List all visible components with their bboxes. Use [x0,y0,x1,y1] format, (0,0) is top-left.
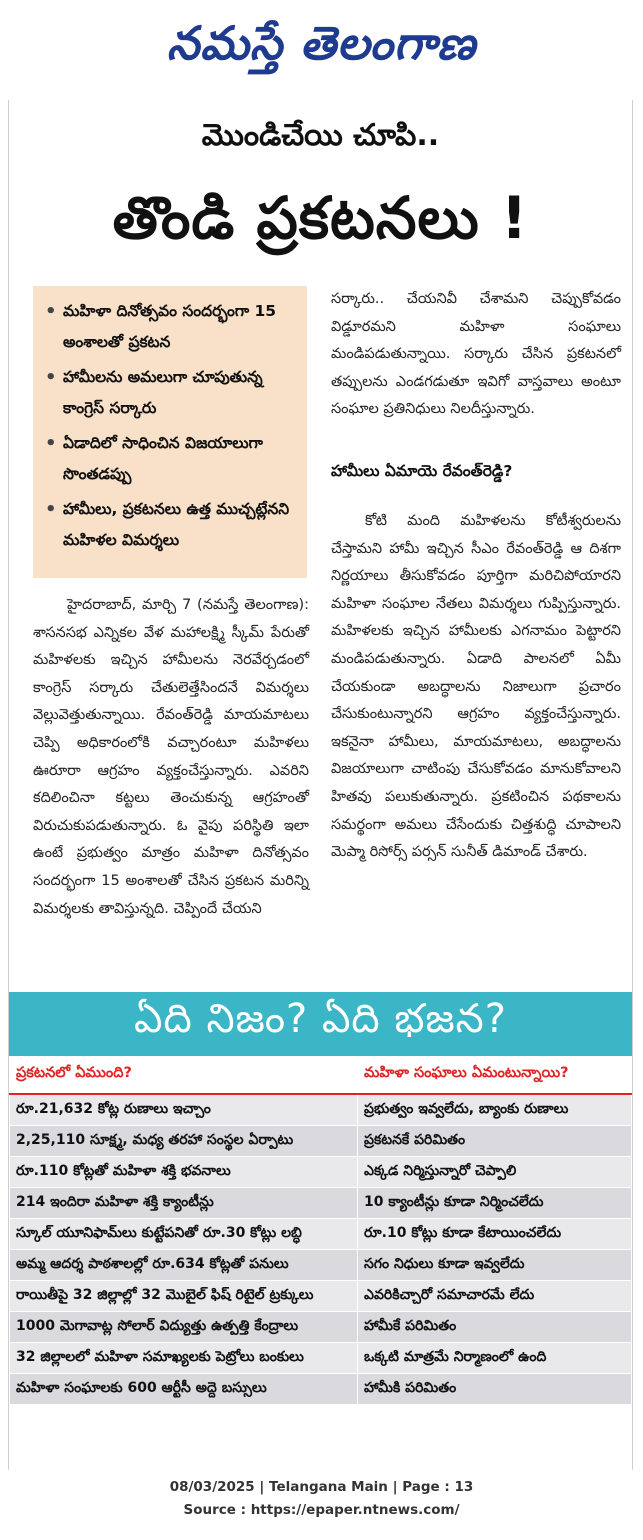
announcement-cell: రూ.110 కోట్లతో మహిళా శక్తి భవనాలు [10,1157,358,1188]
news-clipping [8,100,633,1470]
right-column-bottom [331,508,621,867]
response-cell: హామీకి పరిమితం [358,1374,632,1405]
footer-edition-info: 08/03/2025 | Telangana Main | Page : 13 [169,1479,474,1495]
masthead [0,0,643,98]
response-cell: ఎక్కడ నిర్మిస్తున్నారో చెప్పాలి [358,1157,632,1188]
table-row [10,1188,632,1219]
announcement-cell: 214 ఇందిరా మహిళా శక్తి క్యాంటీన్లు [10,1188,358,1219]
masthead-title: నమస్తే తెలంగాణ [166,16,477,70]
comparison-table [9,1056,632,1405]
bullet-icon: • [45,301,57,322]
right-column-top [331,286,621,424]
comparison-header-row [10,1057,632,1095]
comparison-body [10,1094,632,1405]
announcement-cell: మహిళా సంఘాలకు 600 ఆర్టీసీ అద్దె బస్సులు [10,1374,358,1405]
response-cell: 10 క్యాంటీన్లు కూడా నిర్మించలేదు [358,1188,632,1219]
announcement-cell: 2,25,110 సూక్ష్మ, మధ్య తరహా సంస్థల ఏర్పాటు [10,1126,358,1157]
table-row [10,1219,632,1250]
bullet-icon: • [45,433,57,454]
table-row [10,1250,632,1281]
bullet-icon: • [45,499,57,520]
table-row [10,1281,632,1312]
announcement-cell: 32 జిల్లాలలో మహిళా సమాఖ్యలకు పెట్రోలు బంకులు [10,1343,358,1374]
highlight-item [41,428,299,490]
response-cell: ఎవరికిచ్చారో సమాచారమే లేదు [358,1281,632,1312]
table-row [10,1374,632,1405]
response-cell: హామీకే పరిమితం [358,1312,632,1343]
highlights-list [33,286,307,556]
highlight-text: మహిళా దినోత్సవం సందర్భంగా 15 అంశాలతో ప్రకటన [63,302,277,351]
article-kicker: మొండిచేయి చూపి.. [201,118,440,153]
table-row [10,1126,632,1157]
right-body-text-b: కోటి మంది మహిళలను కోటీశ్వరులను చేస్తామని హామీ ఇచ్చిన సీఎం రేవంత్‌రెడ్డి ఆ దిశగా నిర్ణయాలు తీసుకోవడం పూర్తిగా మరిచిపోయారని మహిళా సంఘాల నేతలు విమర్శలు గుప్పిస్తున్నారు. మహిళలకు ఇచ్చిన హామీలకు ఎగనామం పెట్టారని మండిపడుతున్నారు. ఏడాది పాలనలో ఏమీ చేయకుండా అబద్ధాలను నిజాలుగా ప్రచారం చేసుకుంటున్నారని ఆగ్రహం వ్యక్తంచేస్తున్నారు. ఇకనైనా హామీలు, మాయమాటలు, అబద్ధాలను విజయాలుగా చాటింపు చేసుకోవడం మానుకోవాలని హితవు పలుకుతున్నారు. ప్రకటించిన పథకాలను సమర్థంగా అమలు చేసేందుకు చిత్తశుద్ధి చూపాలని మెప్మా రిసోర్స్ పర్సన్ సునీత్ డిమాండ్ చేశారు. [331,513,621,861]
response-cell: రూ.10 కోట్లు కూడా కేటాయించలేదు [358,1219,632,1250]
highlight-text: ఏడాదిలో సాధించిన విజయాలుగా సొంతడప్పు [63,434,263,483]
table-row [10,1343,632,1374]
page-footer [0,1476,643,1522]
response-cell: ప్రభుత్వం ఇవ్వలేదు, బ్యాంకు రుణాలు [358,1094,632,1126]
table-row [10,1094,632,1126]
highlight-text: హామీలు, ప్రకటనలు ఉత్త ముచ్చట్లేనని మహిళల విమర్శలు [63,500,290,549]
left-body-text: హైదరాబాద్, మార్చి 7 (నమస్తే తెలంగాణ): శాసనసభ ఎన్నికల వేళ మహాలక్ష్మి స్కీమ్ పేరుతో మహిళలకు ఇచ్చిన హామీలను నెరవేర్చడంలో కాంగ్రెస్ సర్కారు చేతులెత్తేసిందనే విమర్శలు వెల్లువెత్తుతున్నాయి. రేవంత్‌రెడ్డి మాయమాటలు చెప్పి అధికారంలోకి వచ్చారంటూ మహిళలు ఊరూరా ఆగ్రహం వ్యక్తంచేస్తున్నారు. ఎవరిని కదిలించినా కట్టలు తెంచుకున్న ఆగ్రహంతో విరుచుకుపడుతున్నారు. ఓ వైపు పరిస్థితి ఇలా ఉంటే ప్రభుత్వం మాత్రం మహిళా దినోత్సవం సందర్భంగా 15 అంశాలతో చేసిన ప్రకటన మరిన్ని విమర్శలకు తావిస్తున్నది. చెప్పిందే చేయని [33,597,309,917]
article-headline: తొండి ప్రకటనలు ! [112,184,529,252]
article-subhead: హామీలు ఏమాయె రేవంత్‌రెడ్డి? [331,462,513,480]
footer-source: Source : https://epaper.ntnews.com/ [183,1502,460,1518]
announcement-cell: రూ.21,632 కోట్ల రుణాలు ఇచ్చాం [10,1094,358,1126]
response-cell: సగం నిధులు కూడా ఇవ్వలేదు [358,1250,632,1281]
announcement-cell: 1000 మెగావాట్ల సోలార్ విద్యుత్తు ఉత్పత్తి కేంద్రాలు [10,1312,358,1343]
left-column [33,592,309,923]
highlights-box [33,286,307,578]
highlight-text: హామీలను అమలుగా చూపుతున్న కాంగ్రెస్ సర్కారు [63,368,263,417]
announcement-cell: స్కూల్ యూనిఫామ్‌లు కుట్టేపనితో రూ.30 కోట్లు లబ్ధి [10,1219,358,1250]
right-body-text-a: సర్కారు.. చేయనివీ చేశామని చెప్పుకోవడం విడ్డూరమని మహిళా సంఘాలు మండిపడుతున్నాయి. సర్కారు చేసిన ప్రకటనలో తప్పులను ఎండగడుతూ ఇవిగో వాస్తవాలు అంటూ సంఘాల ప్రతినిధులు నిలదీస్తున్నారు. [331,291,621,418]
highlight-item [41,362,299,424]
table-row [10,1312,632,1343]
comparison-banner-title: ఏది నిజం? ఏది భజన? [134,996,507,1042]
highlight-item [41,494,299,556]
header-announcement: ప్రకటనలో ఏముంది? [10,1057,358,1095]
table-row [10,1157,632,1188]
response-cell: ఒక్కటి మాత్రమే నిర్మాణంలో ఉంది [358,1343,632,1374]
header-response: మహిళా సంఘాలు ఏమంటున్నాయి? [358,1057,632,1095]
announcement-cell: అమ్మ ఆదర్శ పాఠశాలల్లో రూ.634 కోట్లతో పనులు [10,1250,358,1281]
bullet-icon: • [45,367,57,388]
response-cell: ప్రకటనకే పరిమితం [358,1126,632,1157]
highlight-item [41,296,299,358]
comparison-banner [9,992,632,1056]
announcement-cell: రాయితీపై 32 జిల్లాల్లో 32 మొబైల్ ఫిష్ రిటైల్ ట్రక్కులు [10,1281,358,1312]
